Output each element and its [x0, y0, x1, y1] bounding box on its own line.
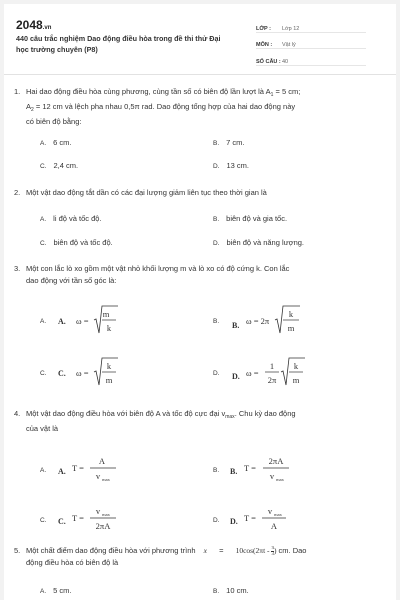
stem-text: dao động với tần số góc là: — [26, 276, 117, 285]
formula-lhs: ω = 2π — [246, 316, 270, 326]
question-stem — [14, 408, 376, 435]
question-number: 3. — [14, 264, 21, 273]
stem-equals: = — [219, 546, 224, 555]
question-number: 2. — [14, 188, 21, 197]
header-divider — [4, 74, 396, 75]
option-b[interactable] — [213, 315, 226, 328]
meta-value: Lớp 12 — [282, 25, 300, 32]
stem-text: Một vật dao động điều hòa với biên độ A và tốc độ cực đại v — [26, 409, 226, 418]
stem-text: có biên độ bằng: — [26, 117, 82, 126]
option-text: 5 cm. — [53, 586, 72, 595]
option-label: D. — [213, 370, 220, 377]
option-b[interactable] — [213, 137, 245, 150]
option-label: B. — [213, 318, 220, 325]
question-number: 4. — [14, 409, 21, 418]
formula-lhs: T = — [244, 463, 256, 473]
fraction-denominator: m — [287, 323, 295, 333]
fraction-denominator: m — [105, 375, 113, 385]
stem-text: của vật là — [26, 424, 59, 433]
option-label: D. — [213, 517, 220, 524]
fraction-denominator: m — [292, 375, 300, 385]
stem-formula-close: ) — [273, 546, 277, 555]
option-text: 6 cm. — [53, 138, 72, 147]
stem-variable: x — [203, 546, 207, 555]
option-c[interactable] — [40, 367, 54, 380]
formula-prefix: B. — [232, 321, 240, 330]
logo-text: 2048 — [16, 18, 43, 32]
option-label: D. — [213, 163, 220, 170]
site-logo[interactable] — [16, 18, 51, 32]
fraction-numerator: k — [293, 361, 299, 371]
stem-text: động điều hòa có biên độ là — [26, 558, 119, 567]
fraction-denominator: k — [106, 323, 112, 333]
fraction-numerator: v — [267, 506, 273, 516]
option-d[interactable] — [213, 237, 304, 250]
option-label: A. — [40, 318, 47, 325]
option-label: A. — [40, 467, 47, 474]
coef-denominator: 2π — [267, 375, 277, 385]
meta-count-row — [256, 51, 366, 66]
option-label: A. — [40, 588, 47, 595]
formula-t-vmax-over-2pia — [56, 502, 136, 536]
formula-lhs: T = — [72, 513, 84, 523]
meta-key: LỚP : — [256, 25, 271, 32]
formula-prefix: D. — [230, 517, 238, 526]
stem-formula: 10cos(2πt - — [235, 546, 272, 555]
option-b[interactable] — [213, 585, 249, 598]
option-label: C. — [40, 163, 47, 170]
option-text: 13 cm. — [226, 161, 250, 170]
formula-omega-sqrt-m-over-k — [56, 303, 136, 337]
option-label: A. — [40, 216, 47, 223]
option-text: 10 cm. — [226, 586, 249, 595]
fraction-denominator: v — [269, 471, 275, 481]
fraction-denominator: v — [95, 471, 101, 481]
numerator-subscript: max — [102, 512, 110, 517]
formula-prefix: A. — [58, 467, 66, 476]
option-label: A. — [40, 140, 47, 147]
stem-text: = 12 cm và lệch pha nhau 0,5π rad. Dao động tổng hợp của hai dao động này — [33, 102, 296, 111]
option-text: 7 cm. — [226, 138, 245, 147]
option-d[interactable] — [213, 514, 227, 527]
option-c[interactable] — [40, 514, 54, 527]
option-d[interactable] — [213, 367, 227, 380]
option-text: biên độ và gia tốc. — [226, 214, 288, 223]
option-a[interactable] — [40, 585, 72, 598]
meta-value: 40 — [282, 58, 289, 65]
fraction-numerator: 2πA — [268, 456, 284, 466]
meta-key: SỐ CÂU : — [256, 58, 281, 65]
formula-prefix: D. — [232, 372, 240, 381]
option-text: biên độ và tốc độ. — [53, 238, 113, 247]
formula-omega-2pi-sqrt-k-over-m — [228, 303, 318, 337]
question-stem — [14, 263, 376, 287]
option-label: C. — [40, 240, 47, 247]
numerator-subscript: max — [274, 512, 282, 517]
stem-text: . Chu kỳ dao động — [234, 409, 296, 418]
option-text: biên độ và năng lượng. — [226, 238, 304, 247]
formula-lhs: T = — [72, 463, 84, 473]
option-a[interactable] — [40, 315, 53, 328]
document-page — [4, 4, 396, 600]
formula-lhs: T = — [244, 513, 256, 523]
option-label: D. — [213, 240, 220, 247]
formula-t-a-over-vmax — [56, 452, 136, 486]
subscript: max — [225, 414, 235, 420]
document-meta — [256, 18, 366, 68]
stem-fraction-denominator: 3 — [271, 551, 274, 557]
formula-prefix: C. — [58, 369, 66, 378]
denominator-subscript: max — [276, 477, 284, 482]
stem-text: Một vật dao động tắt dần có các đại lượng giảm liên tục theo thời gian là — [26, 188, 267, 197]
fraction-numerator: k — [288, 309, 294, 319]
option-label: B. — [213, 467, 220, 474]
stem-fraction-numerator: π — [271, 545, 274, 551]
option-c[interactable] — [40, 237, 113, 250]
stem-text: A — [26, 102, 32, 111]
fraction-numerator: v — [95, 506, 101, 516]
question-number: 1. — [14, 87, 21, 96]
stem-text: Hai dao động điều hòa cùng phương, cùng tần số có biên độ lần lượt là A — [26, 87, 271, 96]
stem-text: = 5 cm; — [273, 87, 301, 96]
formula-omega-sqrt-k-over-m — [56, 355, 136, 389]
document-header — [4, 4, 396, 70]
fraction-denominator: A — [270, 521, 278, 531]
option-label: B. — [213, 588, 220, 595]
option-text: li độ và tốc độ. — [53, 214, 102, 223]
question-stem — [14, 86, 376, 128]
subscript: 1 — [270, 92, 274, 98]
option-d[interactable] — [213, 160, 249, 173]
logo-suffix: .vn — [42, 25, 52, 31]
formula-t-vmax-over-a — [228, 502, 308, 536]
meta-class-row — [256, 18, 366, 33]
formula-lhs: ω = — [76, 316, 89, 326]
meta-subject-row — [256, 35, 366, 50]
stem-text: cm. Dao — [276, 546, 307, 555]
option-label: C. — [40, 370, 47, 377]
question-number: 5. — [14, 546, 21, 555]
meta-value: Vật lý — [282, 42, 296, 48]
option-b[interactable] — [213, 213, 287, 226]
option-label: B. — [213, 140, 220, 147]
formula-prefix: B. — [230, 467, 238, 476]
option-b[interactable] — [213, 464, 226, 477]
document-title: 440 câu trắc nghiệm Dao động điều hòa trong đề thi thử Đại học trường chuyên (P8) — [16, 34, 221, 54]
option-a[interactable] — [40, 137, 72, 150]
formula-t-2pia-over-vmax — [228, 452, 308, 486]
stem-text: Một con lắc lò xo gồm một vật nhỏ khối lượng m và lò xo có độ cứng k. Con lắc — [26, 264, 290, 273]
fraction-numerator: m — [102, 309, 110, 319]
fraction-numerator: A — [98, 456, 106, 466]
coef-numerator: 1 — [269, 361, 275, 371]
subscript: 2 — [31, 107, 34, 113]
option-c[interactable] — [40, 160, 78, 173]
formula-prefix: C. — [58, 517, 66, 526]
option-text: 2,4 cm. — [53, 161, 79, 170]
fraction-numerator: k — [106, 361, 112, 371]
option-label: C. — [40, 517, 47, 524]
stem-text: Một chất điểm dao động điều hòa với phương trình — [26, 546, 196, 555]
option-a[interactable] — [40, 213, 102, 226]
option-label: B. — [213, 216, 220, 223]
formula-lhs: ω = — [76, 368, 89, 378]
formula-prefix: A. — [58, 317, 66, 326]
question-stem — [14, 187, 376, 199]
formula-lhs: ω = — [246, 368, 259, 378]
fraction-denominator: 2πA — [95, 521, 111, 531]
question-stem — [14, 545, 376, 569]
option-a[interactable] — [40, 464, 53, 477]
meta-key: MÔN : — [256, 42, 273, 48]
denominator-subscript: max — [102, 477, 110, 482]
formula-omega-1-over-2pi-sqrt-k-over-m — [228, 355, 318, 389]
